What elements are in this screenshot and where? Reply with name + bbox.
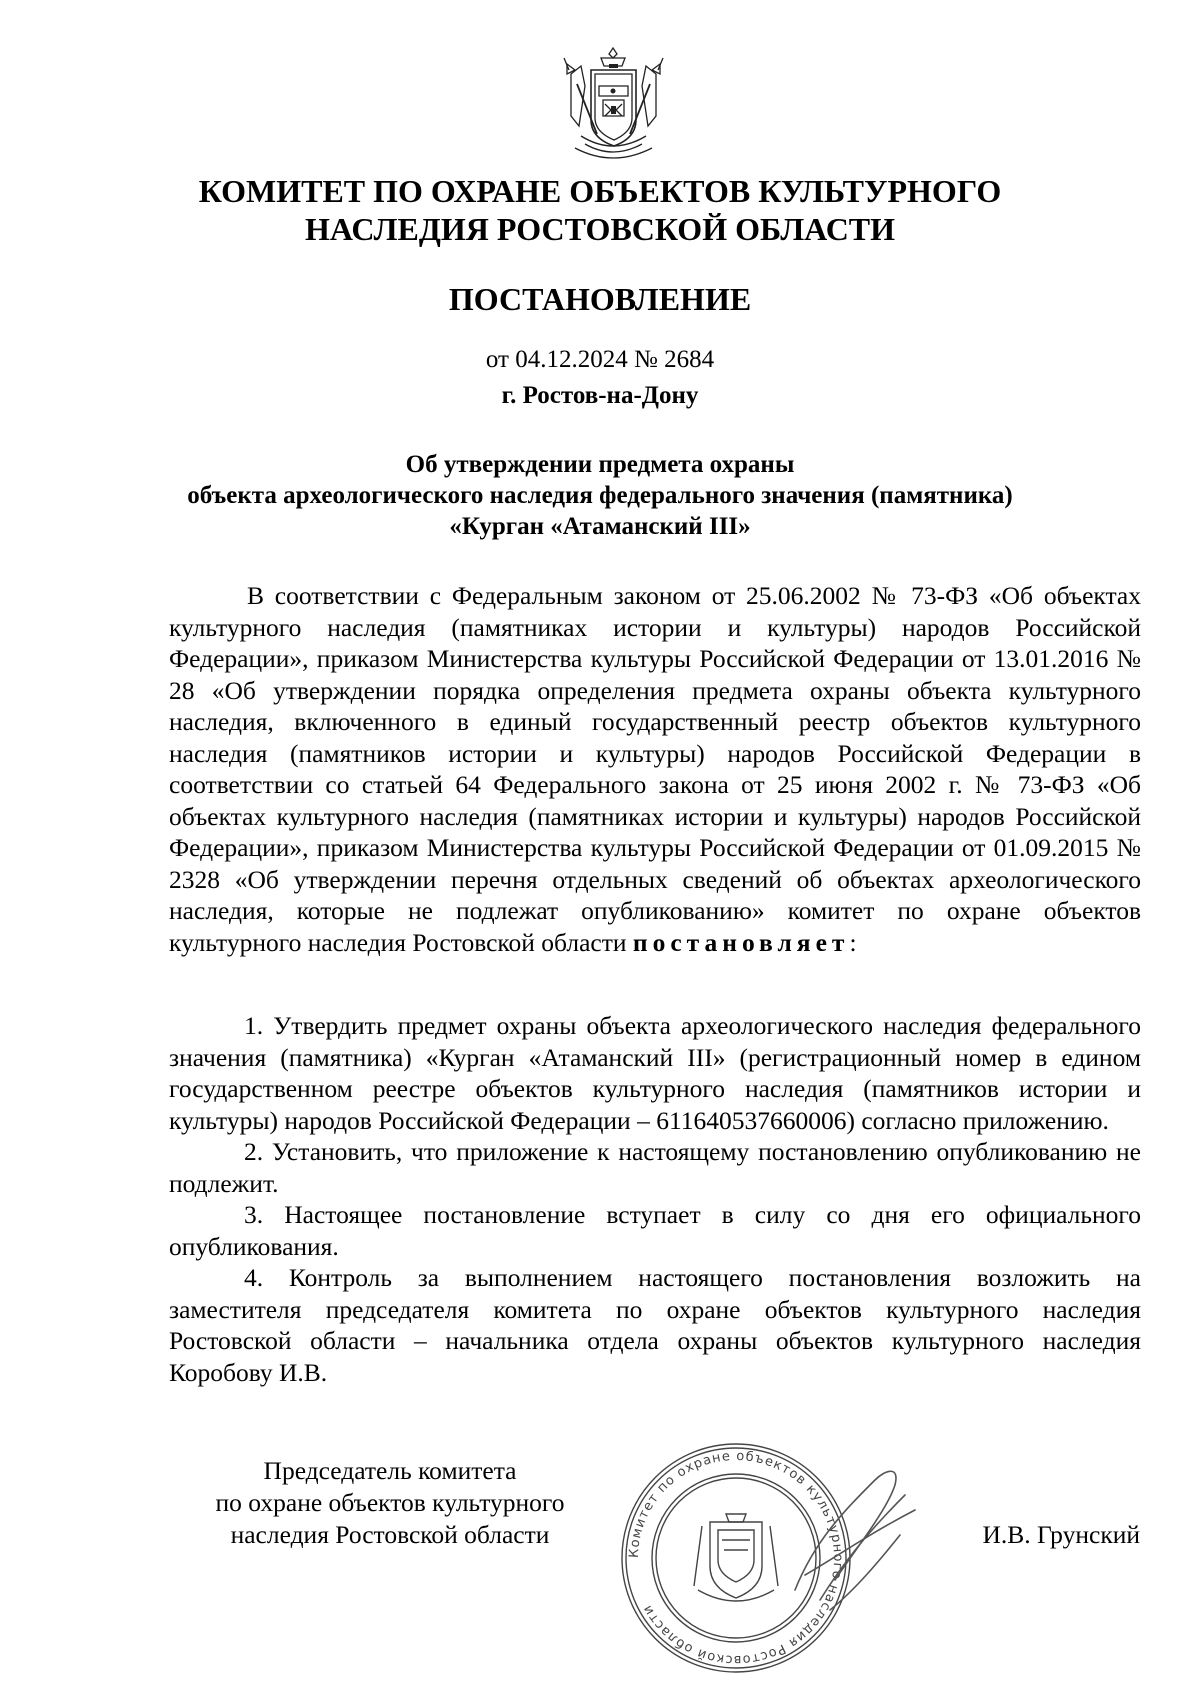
decree-item-2: 2. Установить, что приложение к настоящему постановлению опубликованию не подлежит. [169,1137,1141,1198]
signatory-title-line-3: наследия Ростовской области [230,1520,550,1549]
preamble-text: В соответствии с Федеральным законом от 25.06.2002 № 73-ФЗ «Об объектах культурного наследия (памятниках истории и культуры) народов Российской Федерации», приказом Министерства культуры Российской Федерации от 13.01.2016 № 28 «Об утверждении порядка определения предмета охраны объекта культурного наследия, включенного в единый государственный реестр объектов культурного наследия (памятников истории и культуры) народов Российской Федерации в соответствии со статьей 64 Федерального закона от 25 июня 2002 г. № 73-ФЗ «Об объектах культурного наследия (памятниках истории и культуры) народов Российской Федерации», приказом Министерства культуры Российской Федерации от 01.09.2015 № 2328 «Об утверждении перечня отдельных сведений об объектах археологического наследия, которые не подлежат опубликованию» комитет по охране объектов культурного наследия Ростовской области [169,581,1141,957]
org-line-1: КОМИТЕТ ПО ОХРАНЕ ОБЪЕКТОВ КУЛЬТУРНОГО [198,173,1002,209]
document-type: ПОСТАНОВЛЕНИЕ [448,281,752,317]
document-city: г. Ростов-на-Дону [501,382,699,409]
stamp-text: Комитет по охране объектов культурного наследия Ростовской области [626,1448,846,1668]
handwritten-signature [775,1440,925,1630]
organization-name [160,172,1040,248]
decree-items [169,1010,1141,1388]
document-subject [160,449,1040,542]
coat-of-arms-emblem [561,44,666,162]
signatory-title [180,1455,600,1551]
decree-item-4: 4. Контроль за выполнением настоящего постановления возложить на заместителя председателя комитета по охране объектов культурного наследия Ростовской области – начальника отдела охраны объектов культурного наследия Коробову И.В. [169,1263,1141,1387]
decree-word: постановляет [632,927,850,957]
signatory-title-line-1: Председатель комитета [263,1456,517,1485]
org-line-2: НАСЛЕДИЯ РОСТОВСКОЙ ОБЛАСТИ [304,211,896,247]
preamble-paragraph [169,580,1141,958]
subject-line-2: объекта археологического наследия федерального значения (памятника) [187,482,1013,509]
signatory-title-line-2: по охране объектов культурного [215,1488,565,1517]
subject-line-1: Об утверждении предмета охраны [405,451,795,478]
preamble-end: : [849,927,857,957]
decree-item-3: 3. Настоящее постановление вступает в силу со дня его официального опубликования. [169,1200,1141,1261]
signatory-name: И.В. Грунский [982,1520,1140,1549]
document-date-number: от 04.12.2024 № 2684 [485,346,715,373]
subject-line-3: «Курган «Атаманский III» [449,513,751,540]
decree-item-1: 1. Утвердить предмет охраны объекта археологического наследия федерального значения (памятника) «Курган «Атаманский III» (регистрационный номер в едином государственном реестре объектов культурного наследия (памятников истории и культуры) народов Российской Федерации – 611640537660006) согласно приложению. [169,1011,1141,1135]
